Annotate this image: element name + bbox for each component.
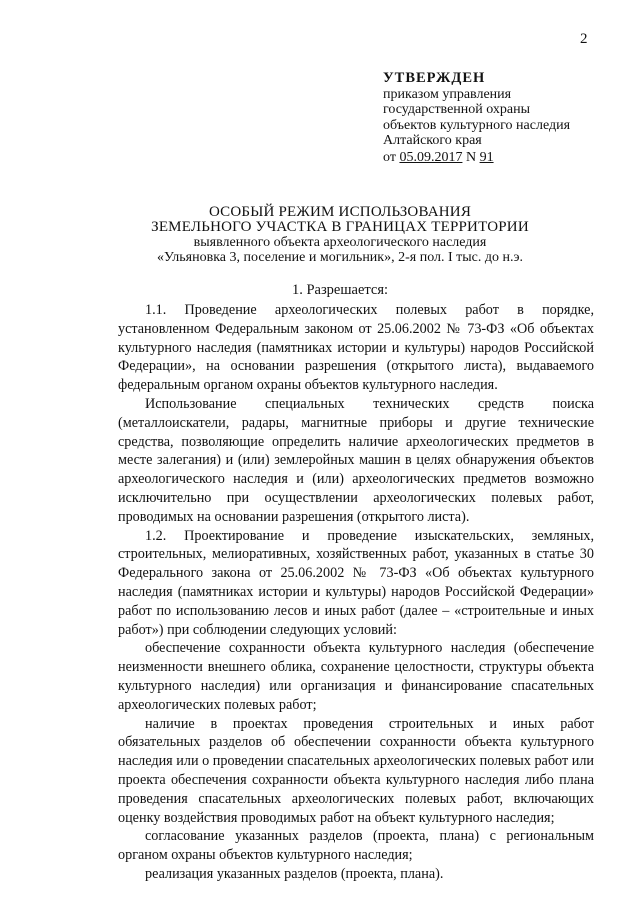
number-prefix: N (462, 149, 480, 165)
paragraph: наличие в проектах проведения строительных и иных работ обязательных разделов об обеспечении сохранности объекта культурного наследия или о проведении спасательных археологических полевых работ или проекта обеспечения сохранности объекта культурного наследия либо плана проведения спасательных археологических полевых работ, включающих оценку воздействия проводимых работ на объект культурного наследия; (118, 715, 594, 826)
title-line-4: «Ульяновка 3, поселение и могильник», 2-я пол. I тыс. до н.э. (156, 250, 524, 265)
paragraph: обеспечение сохранности объекта культурного наследия (обеспечение неизменности внешнего облика, сохранение целостности, структуры объекта культурного наследия) или организация и финансирование спасательных археологических полевых работ; (118, 640, 594, 713)
title-line-2: ЗЕМЕЛЬНОГО УЧАСТКА В ГРАНИЦАХ ТЕРРИТОРИИ (151, 219, 529, 235)
approval-number: 91 (479, 149, 494, 165)
paragraph: реализация указанных разделов (проекта, плана). (145, 865, 444, 882)
approval-date: 05.09.2017 (399, 149, 463, 165)
approval-heading: УТВЕРЖДЕН (383, 70, 486, 86)
approval-line: приказом управления (383, 86, 512, 102)
paragraph: согласование указанных разделов (проекта, плана) с региональным органом охраны объектов культурного наследия; (118, 828, 594, 864)
approval-line: государственной охраны (383, 102, 531, 117)
approval-date-line (383, 150, 570, 166)
paragraph: 1.2. Проектирование и проведение изыскательских, земляных, строительных, мелиоративных, хозяйственных работ, указанных в статье 30 Федерального закона от 25.06.2002 № 73-ФЗ «Об объектах культурного наследия (памятниках истории и культуры) народов Российской Федерации» работ по использованию лесов и иных работ (далее – «строительные и иных работ») при соблюдении следующих условий: (118, 527, 594, 638)
page-number: 2 (580, 31, 588, 47)
section-heading: 1. Разрешается: (291, 282, 389, 298)
approval-stamp (383, 71, 570, 165)
date-prefix: от (383, 149, 400, 165)
approval-line: Алтайского края (383, 133, 482, 148)
paragraph: Использование специальных технических средств поиска (металлоискатели, радары, магнитные приборы и другие технические средства, позволяющие определить наличие археологических предметов в месте залегания) и (или) землеройных машин в целях обнаружения объектов археологического наследия и (или) археологических предметов возможно исключительно при осуществлении археологических полевых работ, проводимых на основании разрешения (открытого листа). (118, 395, 594, 525)
title-line-3: выявленного объекта археологического наследия (193, 235, 487, 250)
title-line-1: ОСОБЫЙ РЕЖИМ ИСПОЛЬЗОВАНИЯ (208, 204, 472, 220)
paragraph: 1.1. Проведение археологических полевых работ в порядке, установленном Федеральным законом от 25.06.2002 № 73-ФЗ «Об объектах культурного наследия (памятниках истории и культуры) народов Российской Федерации», на основании разрешения (открытого листа), выдаваемого федеральным органом охраны объектов культурного наследия. (118, 302, 594, 394)
approval-line: объектов культурного наследия (383, 117, 571, 133)
document-body (118, 301, 594, 884)
document-title (60, 205, 620, 265)
